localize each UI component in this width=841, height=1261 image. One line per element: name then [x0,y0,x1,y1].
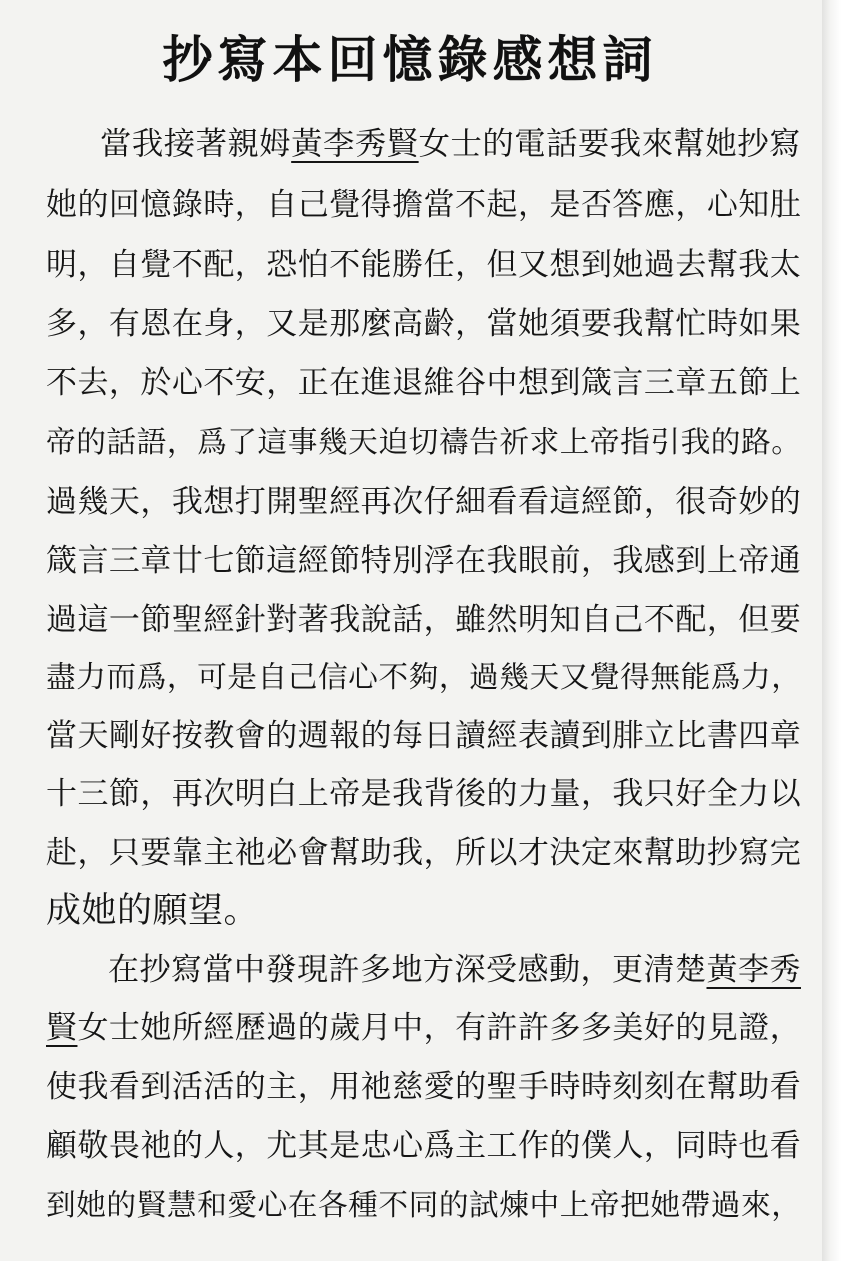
text-segment: 女士她所經歷過的歲月中，有許許多多美好的見證， [77,1010,802,1046]
text-line: 多，有恩在身，又是那麼高齡，當她須要我幫忙時如果 [46,306,802,342]
text-line: 十三節，再次明白上帝是我背後的力量，我只好全力以 [46,776,802,812]
text-line: 到她的賢慧和愛心在各種不同的試煉中上帝把她帶過來， [46,1188,802,1223]
text-line: 明，自覺不配，恐怕不能勝任，但又想到她過去幫我太 [46,247,802,283]
text-line [46,1006,801,1050]
text-line: 顧敬畏祂的人，尤其是忠心爲主工作的僕人，同時也看 [46,1128,802,1164]
text-line: 成她的願望。 [46,891,260,931]
text-line: 過這一節聖經針對著我說話，雖然明知自己不配，但要 [46,602,802,638]
text-line: 盡力而爲，可是自己信心不夠，過幾天又覺得無能爲力， [46,660,802,695]
text-segment: 在抄寫當中發現許多地方深受感動，更清楚 [108,952,707,988]
text-line [108,948,801,992]
text-segment: 女士的電話要我來幫她抄寫 [418,126,801,162]
text-line: 帝的話語，爲了這事幾天迫切禱告祈求上帝指引我的路。 [46,425,802,460]
underlined-name: 黃李秀賢 [291,126,419,162]
text-line: 赴，只要靠主祂必會幫助我，所以才決定來幫助抄寫完 [46,835,802,871]
text-line: 箴言三章廿七節這經節特別浮在我眼前，我感到上帝通 [46,543,802,579]
text-line: 她的回憶錄時，自己覺得擔當不起，是否答應，心知肚 [46,187,802,223]
text-line: 不去，於心不安，正在進退維谷中想到箴言三章五節上 [46,365,802,401]
page-edge [822,0,841,1261]
page-title: 抄寫本回憶錄感想詞 [162,31,658,89]
text-line: 使我看到活活的主，用祂慈愛的聖手時時刻刻在幫助看 [46,1069,802,1105]
text-line: 過幾天，我想打開聖經再次仔細看看這經節，很奇妙的 [46,484,802,520]
text-segment: 當我接著親姆 [100,126,292,162]
text-line [100,122,801,166]
underlined-name: 黃李秀 [706,952,801,988]
underlined-name: 賢 [46,1010,78,1046]
text-line: 當天剛好按教會的週報的每日讀經表讀到腓立比書四章 [46,718,802,754]
